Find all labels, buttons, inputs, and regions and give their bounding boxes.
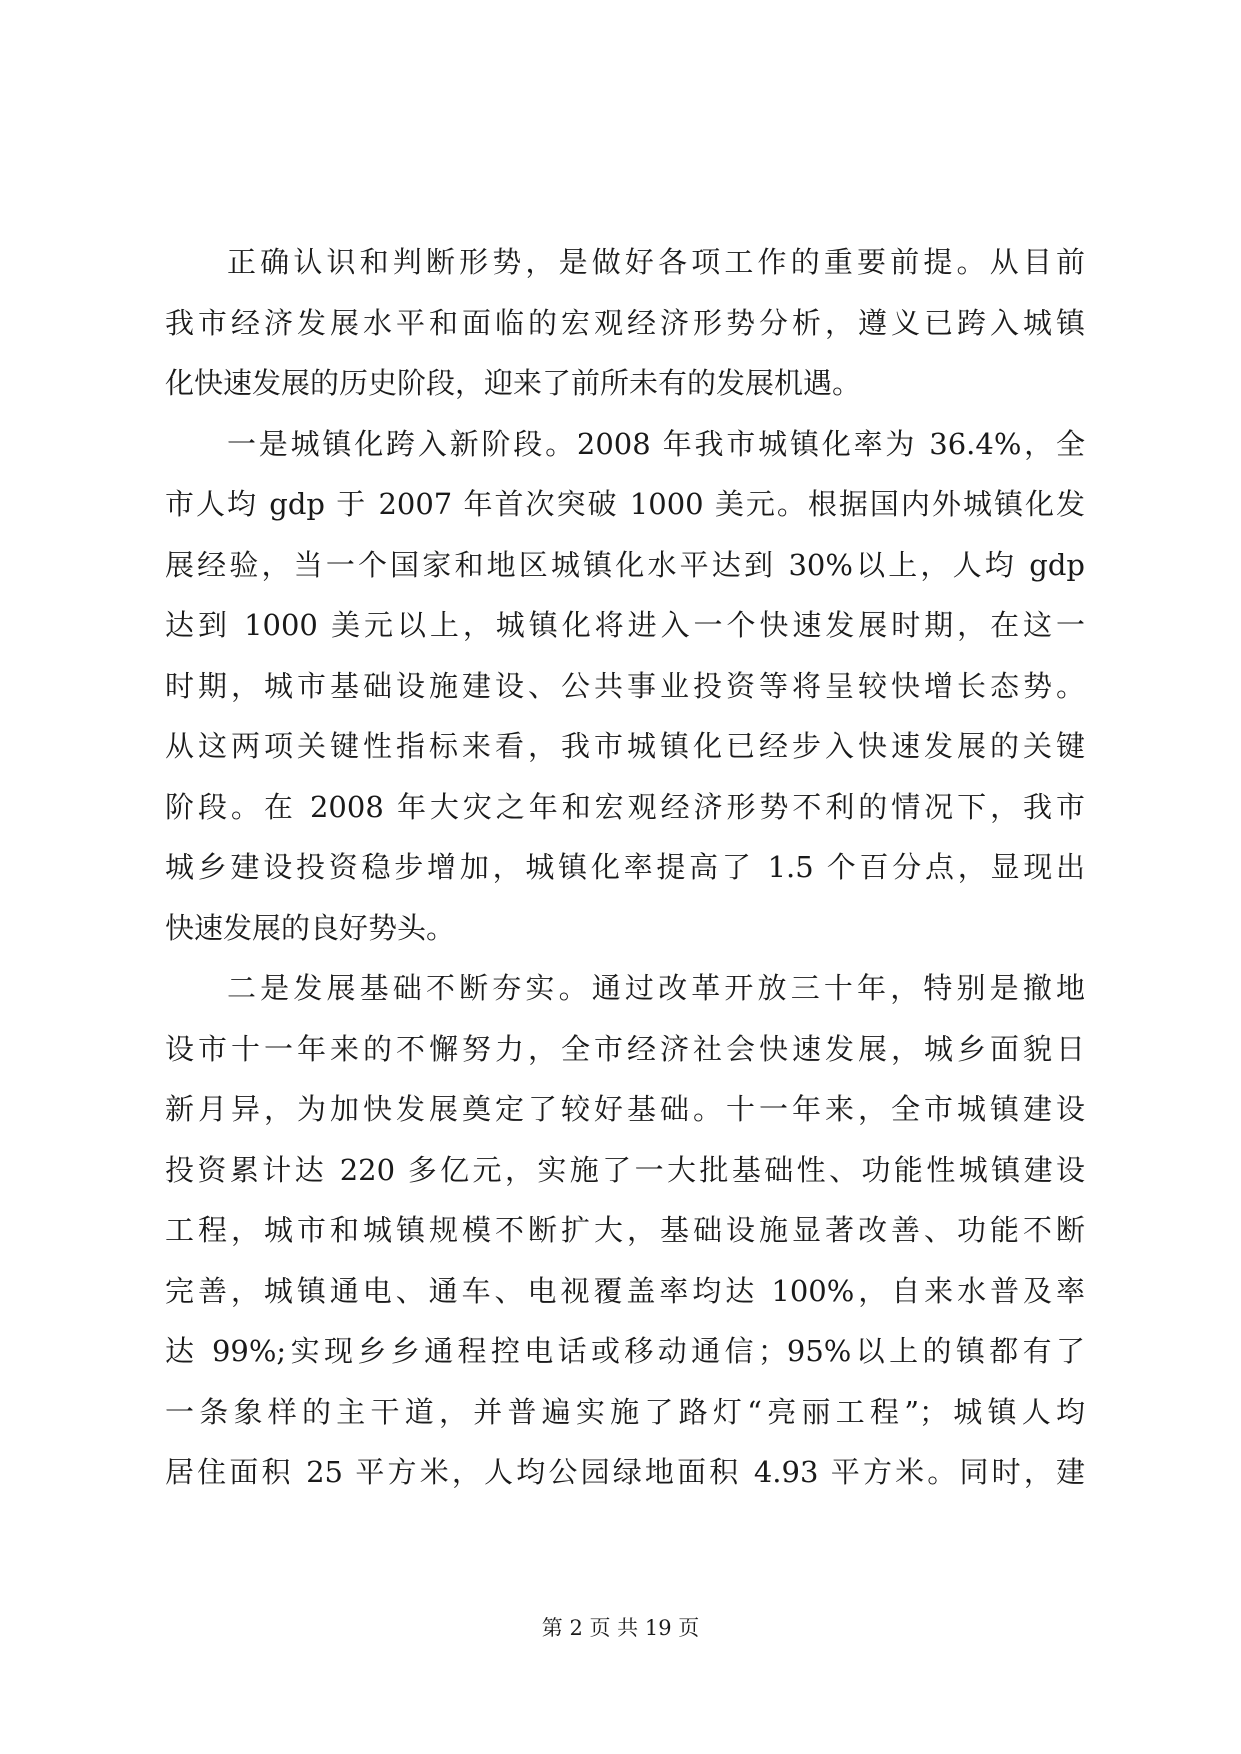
paragraph-3-line-3: 新月异，为加快发展奠定了较好基础。十一年来，全市城镇建设 bbox=[165, 1092, 1085, 1126]
paragraph-3-line-7: 达 99%;实现乡乡通程控电话或移动通信；95%以上的镇都有了 bbox=[165, 1334, 1085, 1368]
paragraph-2-line-9: 快速发展的良好势头。 bbox=[165, 910, 456, 945]
paragraph-2-line-7: 阶段。在 2008 年大灾之年和宏观经济形势不利的情况下，我市 bbox=[165, 789, 1085, 824]
paragraph-3-line-2: 设市十一年来的不懈努力，全市经济社会快速发展，城乡面貌日 bbox=[165, 1031, 1085, 1066]
paragraph-3-line-1: 二是发展基础不断夯实。通过改革开放三十年，特别是撤地 bbox=[227, 971, 1085, 1005]
paragraph-2-line-3: 展经验，当一个国家和地区城镇化水平达到 30%以上，人均 gdp bbox=[165, 547, 1085, 582]
paragraph-3-line-8: 一条象样的主干道，并普遍实施了路灯“亮丽工程”；城镇人均 bbox=[165, 1394, 1085, 1429]
paragraph-2-line-8: 城乡建设投资稳步增加，城镇化率提高了 1.5 个百分点，显现出 bbox=[165, 850, 1085, 884]
paragraph-3-line-9: 居住面积 25 平方米，人均公园绿地面积 4.93 平方米。同时，建 bbox=[165, 1455, 1085, 1489]
body-text bbox=[165, 232, 1085, 1503]
paragraph-3-line-6: 完善，城镇通电、通车、电视覆盖率均达 100%，自来水普及率 bbox=[165, 1273, 1085, 1308]
paragraph-2-line-6: 从这两项关键性指标来看，我市城镇化已经步入快速发展的关键 bbox=[165, 729, 1085, 763]
paragraph-2-line-4: 达到 1000 美元以上，城镇化将进入一个快速发展时期，在这一 bbox=[165, 608, 1085, 642]
paragraph-3-line-4: 投资累计达 220 多亿元，实施了一大批基础性、功能性城镇建设 bbox=[165, 1152, 1085, 1187]
paragraph-2-line-2: 市人均 gdp 于 2007 年首次突破 1000 美元。根据国内外城镇化发 bbox=[165, 487, 1085, 521]
paragraph-2-line-5: 时期，城市基础设施建设、公共事业投资等将呈较快增长态势。 bbox=[165, 668, 1085, 703]
paragraph-1-line-1: 正确认识和判断形势，是做好各项工作的重要前提。从目前 bbox=[227, 245, 1085, 279]
paragraph-2-line-1: 一是城镇化跨入新阶段。2008 年我市城镇化率为 36.4%，全 bbox=[227, 426, 1085, 461]
paragraph-1-line-2: 我市经济发展水平和面临的宏观经济形势分析，遵义已跨入城镇 bbox=[165, 305, 1085, 340]
paragraph-1-line-3: 化快速发展的历史阶段，迎来了前所未有的发展机遇。 bbox=[165, 366, 862, 400]
paragraph-3-line-5: 工程，城市和城镇规模不断扩大，基础设施显著改善、功能不断 bbox=[165, 1213, 1085, 1247]
page-number-footer: 第 2 页 共 19 页 bbox=[541, 1616, 700, 1640]
